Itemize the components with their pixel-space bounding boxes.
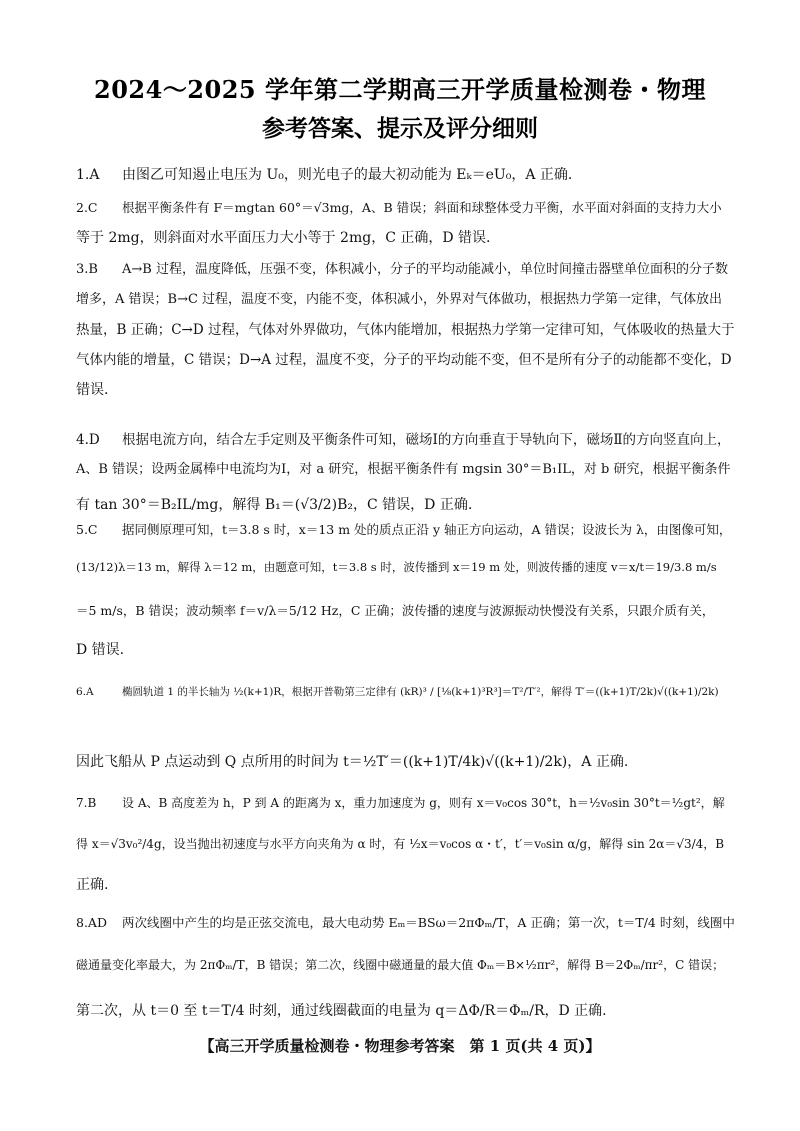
- question-number: 1.A: [76, 167, 100, 183]
- answer-line: 根据平衡条件有 F＝mgtan 60°＝√3mg，A、B 错误；斜面和球整体受力平衡，水平面对斜面的支持力大小: [122, 200, 722, 215]
- answer-line: 增多，A 错误；B→C 过程，温度不变，内能不变，体积减小，外界对气体做功，根据热力学第一定律，气体放出: [76, 292, 723, 307]
- question-8: [76, 905, 736, 1033]
- answer-line: 根据电流方向，结合左手定则及平衡条件可知，磁场Ⅰ的方向垂直于导轨向下，磁场Ⅱ的方向竖直向上，: [122, 432, 731, 448]
- answer-line: 第二次，从 t＝0 至 t＝T/4 时刻，通过线圈截面的电量为 q＝ΔΦ/R＝Φₘ/R，D 正确.: [76, 1003, 607, 1019]
- question-number: 8.AD: [76, 915, 107, 930]
- question-1: [76, 160, 736, 190]
- answer-line: 因此飞船从 P 点运动到 Q 点所用的时间为 t＝½T′＝((k+1)T/4k)√((k+1)/2k)，A 正确.: [76, 754, 629, 770]
- answer-line: (13/12)λ＝13 m，解得 λ＝12 m，由题意可知，t＝3.8 s 时，波传播到 x＝19 m 处，则波传播的速度 v＝x/t＝19/3.8 m/s: [76, 560, 717, 574]
- answer-line: A→B 过程，温度降低，压强不变，体积减小，分子的平均动能减小，单位时间撞击器壁单位面积的分子数: [122, 262, 728, 277]
- answer-line: D 错误.: [76, 642, 125, 658]
- answer-line: A、B 错误；设两金属棒中电流均为Ⅰ，对 a 研究，根据平衡条件有 mgsin 30°＝B₁IL，对 b 研究，根据平衡条件: [76, 462, 731, 477]
- question-7: [76, 785, 736, 903]
- question-2: [76, 193, 736, 253]
- answer-line: 据同侧原理可知，t＝3.8 s 时，x＝13 m 处的质点正沿 y 轴正方向运动，A 错误；设波长为 λ，由图像可知，: [122, 522, 732, 537]
- answer-line: 设 A、B 高度差为 h，P 到 A 的距离为 x，重力加速度为 g，则有 x＝v₀cos 30°t，h＝½v₀sin 30°t＝½gt²，解: [122, 796, 725, 810]
- question-number: 7.B: [76, 796, 97, 810]
- answer-line: 磁通量变化率最大，为 2πΦₘ/T，B 错误；第二次，线圈中磁通量的最大值 Φₘ＝B×½πr²，解得 B＝2Φₘ/πr²，C 错误；: [76, 958, 725, 972]
- question-number: 2.C: [76, 200, 98, 215]
- answer-line: 有 tan 30°＝B₂IL/mg，解得 B₁＝(√3/2)B₂，C 错误，D 正确.: [76, 497, 473, 513]
- question-number: 4.D: [76, 432, 100, 448]
- page-title: 2024～2025 学年第二学期高三开学质量检测卷・物理: [94, 75, 706, 104]
- answer-line: 两次线圈中产生的均是正弦交流电，最大电动势 Eₘ＝BSω＝2πΦₘ/T，A 正确；第一次，t＝T/4 时刻，线圈中: [122, 915, 735, 930]
- question-number: 6.A: [76, 686, 94, 698]
- answer-line: 得 x＝√3v₀²/4g，设当抛出初速度与水平方向夹角为 α 时，有 ½x＝v₀cos α・t′，t′＝v₀sin α/g，解得 sin 2α＝√3/4，B: [76, 837, 725, 851]
- question-4: [76, 425, 736, 525]
- question-3: [76, 255, 736, 405]
- question-number: 5.C: [76, 522, 98, 537]
- page-footer: 【高三开学质量检测卷・物理参考答案 第 1 页(共 4 页)】: [199, 1037, 601, 1055]
- question-6: [76, 672, 736, 782]
- question-number: 3.B: [76, 262, 98, 277]
- answer-line: 错误.: [76, 382, 109, 398]
- answer-line: 热量，B 正确；C→D 过程，气体对外界做功，气体内能增加，根据热力学第一定律可知，气体吸收的热量大于: [76, 322, 735, 338]
- answer-line: 由图乙可知遏止电压为 U₀，则光电子的最大初动能为 Eₖ＝eU₀，A 正确.: [122, 167, 573, 183]
- answer-line: 等于 2mg，则斜面对水平面压力大小等于 2mg，C 正确，D 错误.: [76, 230, 491, 246]
- answer-line: ＝5 m/s，B 错误；波动频率 f＝v/λ＝5/12 Hz，C 正确；波传播的速度与波源振动快慢没有关系，只跟介质有关，: [76, 603, 715, 618]
- answer-line: 椭圆轨道 1 的半长轴为 ½(k+1)R，根据开普勒第三定律有 (kR)³ / [⅛(k+1)³R³]＝T²/T′²，解得 T′＝((k+1)T/2k)√((k+1)/2k): [122, 686, 719, 698]
- answer-line: 气体内能的增量，C 错误；D→A 过程，温度不变，分子的平均动能不变，但不是所有分子的动能都不变化，D: [76, 352, 732, 368]
- answer-line: 正确.: [76, 877, 109, 893]
- question-5: [76, 515, 736, 667]
- page-subtitle: 参考答案、提示及评分细则: [262, 115, 538, 142]
